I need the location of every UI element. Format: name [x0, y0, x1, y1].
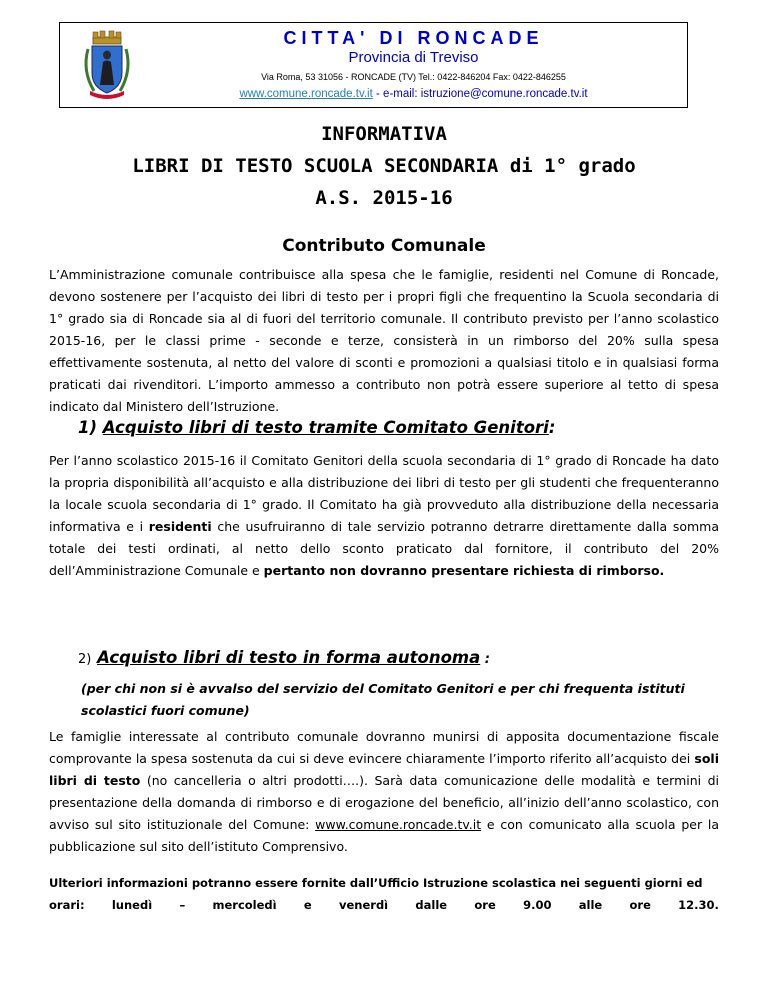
footer-word: mercoledì: [212, 898, 277, 912]
section1-text-a: Per l’anno scolastico 2015-16 il Comitato Genitori della scuola secondaria di 1° grado di Roncade ha dato la propria disponibilità all’acquisto e alla distribuzione dei libri di testo per gli studenti che frequenteranno la locale scuola secondaria di 1° grado. Il Comitato ha già provveduto alla distribuzione della necessaria informativa e i: [49, 453, 719, 534]
section2-heading: [78, 648, 490, 667]
section2-text-b: (no cancelleria o altri prodotti….). Sarà data comunicazione delle modalità e termini di presentazione della domanda di rimborso e di erogazione del beneficio, all’inizio dell’anno scolastico, con avviso sul sito istituzionale del Comune:: [49, 773, 719, 832]
footer-word: ore: [474, 898, 496, 912]
address-line: Via Roma, 53 31056 - RONCADE (TV) Tel.: 0422-846204 Fax: 0422-846255: [261, 72, 566, 82]
title-anno: A.S. 2015-16: [315, 187, 453, 209]
website-link[interactable]: www.comune.roncade.tv.it: [239, 88, 373, 100]
section2-text-c: e con comunicato alla scuola per la pubblicazione sul sito dell’istituto Comprensivo.: [49, 817, 719, 854]
section1-colon: :: [548, 418, 556, 437]
section2-number: 2): [78, 652, 92, 667]
footer-line1: Ulteriori informazioni potranno essere fornite dall’Ufficio Istruzione scolastica nei seguenti giorni ed: [49, 876, 703, 890]
footer-line2: [49, 894, 719, 916]
intro-text: L’Amministrazione comunale contribuisce alla spesa che le famiglie, residenti nel Comune di Roncade, devono sostenere per l’acquisto dei libri di testo per i propri figli che frequentino la Scuola secondaria di 1° grado sia di Roncade sia al di fuori del territorio comunale. Il contributo previsto per l’anno scolastico 2015-16, per le classi prime - seconde e terze, consisterà in un rimborso del 20% sulla spesa effettivamente sostenuta, al netto del valore di sconti e promozioni a qualsiasi titolo e in qualsiasi forma praticati dai rivenditori. L’importo ammesso a contributo non potrà essere superiore al tetto di spesa indicato dal Ministero dell’Istruzione.: [49, 267, 719, 414]
city-name: CITTA' DI RONCADE: [283, 28, 544, 48]
section1-paragraph: [49, 450, 719, 582]
footer-word: venerdì: [338, 898, 389, 912]
footer-info: [49, 872, 719, 916]
section1-number: 1): [78, 418, 98, 437]
title-libri: LIBRI DI TESTO SCUOLA SECONDARIA di 1° grado: [132, 155, 636, 177]
town-crest-icon: [80, 29, 134, 101]
footer-word: 9.00: [523, 898, 552, 912]
section2-soli-libri: soli libri di testo: [49, 751, 719, 788]
footer-word: e: [303, 898, 312, 912]
section2-note: (per chi non si è avvalso del servizio del Comitato Genitori e per chi frequenta istituti scolastici fuori comune): [81, 681, 685, 718]
email-link[interactable]: e-mail: istruzione@comune.roncade.tv.it: [383, 88, 588, 100]
letterhead: [59, 22, 688, 108]
section1-no-rimborso: pertanto non dovranno presentare richiesta di rimborso.: [263, 563, 665, 578]
contact-separator: -: [372, 88, 384, 100]
intro-paragraph: [49, 264, 719, 418]
footer-word: ore: [629, 898, 651, 912]
footer-word: lunedì: [111, 898, 153, 912]
footer-word: alle: [578, 898, 603, 912]
section2-title: Acquisto libri di testo in forma autonoma: [97, 648, 481, 667]
section1-residenti: residenti: [148, 519, 212, 534]
subtitle-contributo: Contributo Comunale: [282, 236, 486, 256]
footer-word: dalle: [415, 898, 448, 912]
section2-text-a: Le famiglie interessate al contributo comunale dovranno munirsi di apposita documentazione fiscale comprovante la spesa sostenuta da cui si deve evincere chiaramente l’importo riferito all’acquisto dei: [49, 729, 719, 766]
comune-website-link[interactable]: www.comune.roncade.tv.it: [315, 817, 482, 832]
footer-word: –: [179, 898, 186, 912]
footer-word: orari:: [49, 898, 85, 912]
section1-text-b: che usufruiranno di tale servizio potranno detrarre direttamente dalla somma totale dei testi ordinati, al netto dello sconto praticato dal fornitore, il contributo del 20% dell’Amministrazione Comunale e: [49, 519, 719, 578]
section1-title: Acquisto libri di testo tramite Comitato Genitori: [102, 418, 549, 437]
contact-line: [150, 86, 677, 102]
title-informativa: INFORMATIVA: [321, 123, 447, 145]
section2-colon: :: [480, 652, 490, 667]
footer-word: 12.30.: [678, 898, 719, 912]
province-name: Provincia di Treviso: [348, 49, 479, 66]
section1-heading: [78, 418, 555, 437]
section2-paragraph: [49, 726, 719, 858]
